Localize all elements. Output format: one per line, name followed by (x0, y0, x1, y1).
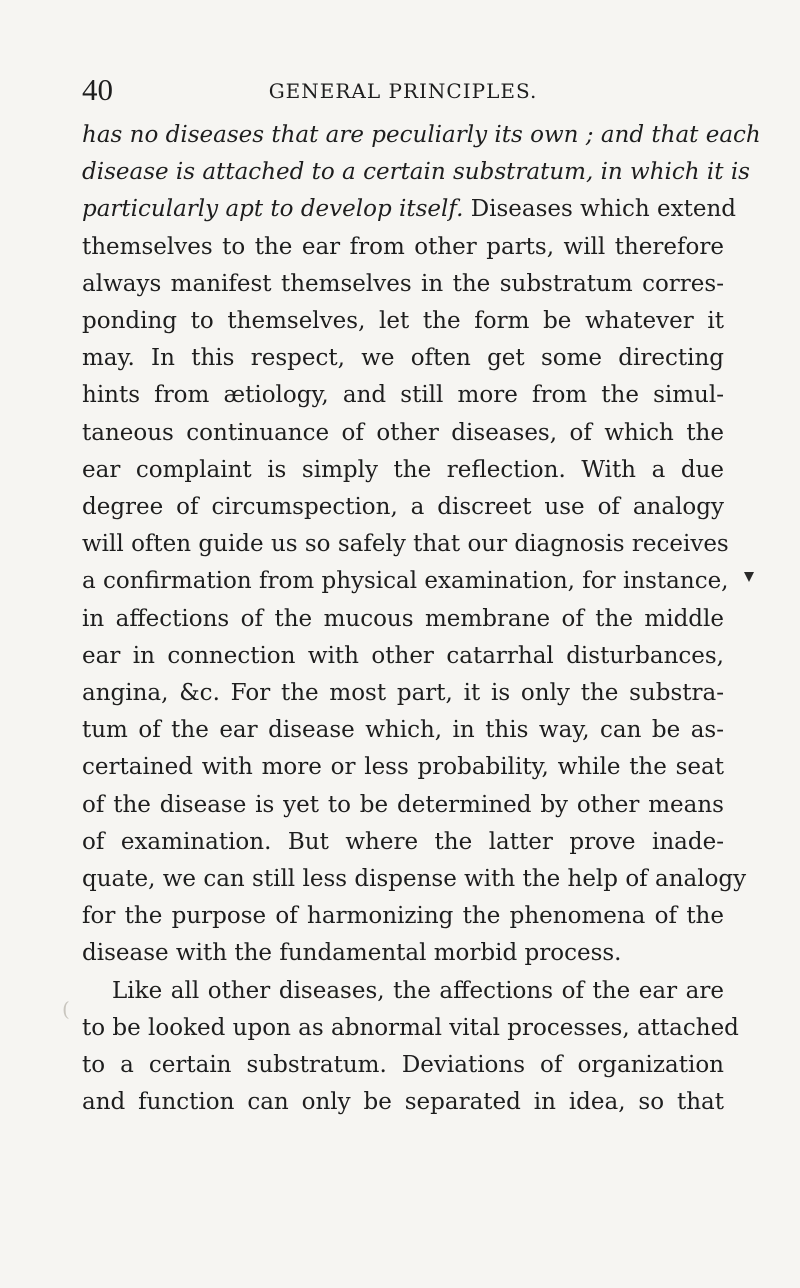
text-line: a confirmation from physical examination, for instance, (82, 568, 729, 595)
text-line: and function can only be separated in idea, so that (82, 1089, 724, 1116)
margin-mark-icon (744, 572, 754, 582)
text-line: to be looked upon as abnormal vital processes, attached (82, 1014, 739, 1041)
text-line (82, 117, 761, 154)
text-line: taneous continuance of other diseases, of which the (82, 419, 724, 446)
text-line: Like all other diseases, the affections of the ear are (112, 977, 724, 1004)
text-line: will often guide us so safely that our diagnosis receives (82, 531, 729, 558)
margin-bracket-icon: ( (62, 997, 70, 1021)
body-text (82, 117, 761, 1121)
text-line: in affections of the mucous membrane of the middle (82, 605, 724, 632)
text-line: ear complaint is simply the reflection. With a due (82, 456, 724, 483)
page-number: 40 (82, 72, 113, 107)
roman-text: Diseases which extend (463, 196, 736, 223)
italic-text: disease is attached to a certain substratum, in which it is (82, 159, 750, 186)
text-line: may. In this respect, we often get some directing (82, 345, 724, 372)
italic-text: particularly apt to develop itself. (82, 196, 464, 223)
text-line: angina, &c. For the most part, it is only the substra- (82, 680, 724, 707)
text-line: always manifest themselves in the substratum corres- (82, 270, 724, 297)
text-line: of the disease is yet to be determined by other means (82, 791, 724, 818)
text-line: ear in connection with other catarrhal disturbances, (82, 642, 724, 669)
italic-text: has no diseases that are peculiarly its own ; and that each (82, 122, 761, 148)
text-line: tum of the ear disease which, in this way, can be as- (82, 717, 724, 744)
text-line (82, 154, 750, 191)
text-line: hints from ætiology, and still more from the simul- (82, 382, 724, 409)
text-line: themselves to the ear from other parts, will therefore (82, 233, 724, 260)
text-line: degree of circumspection, a discreet use of analogy (82, 494, 724, 521)
page-header (82, 72, 724, 108)
text-line: certained with more or less probability, while the seat (82, 754, 724, 781)
text-line: of examination. But where the latter prove inade- (82, 828, 724, 855)
text-line: to a certain substratum. Deviations of organization (82, 1052, 724, 1079)
text-line (82, 191, 736, 228)
text-line: disease with the fundamental morbid process. (82, 940, 622, 967)
text-line: for the purpose of harmonizing the phenomena of the (82, 903, 724, 930)
text-line: ponding to themselves, let the form be whatever it (82, 308, 724, 335)
running-title: GENERAL PRINCIPLES. (268, 79, 538, 103)
text-line: quate, we can still less dispense with the help of analogy (82, 866, 747, 893)
